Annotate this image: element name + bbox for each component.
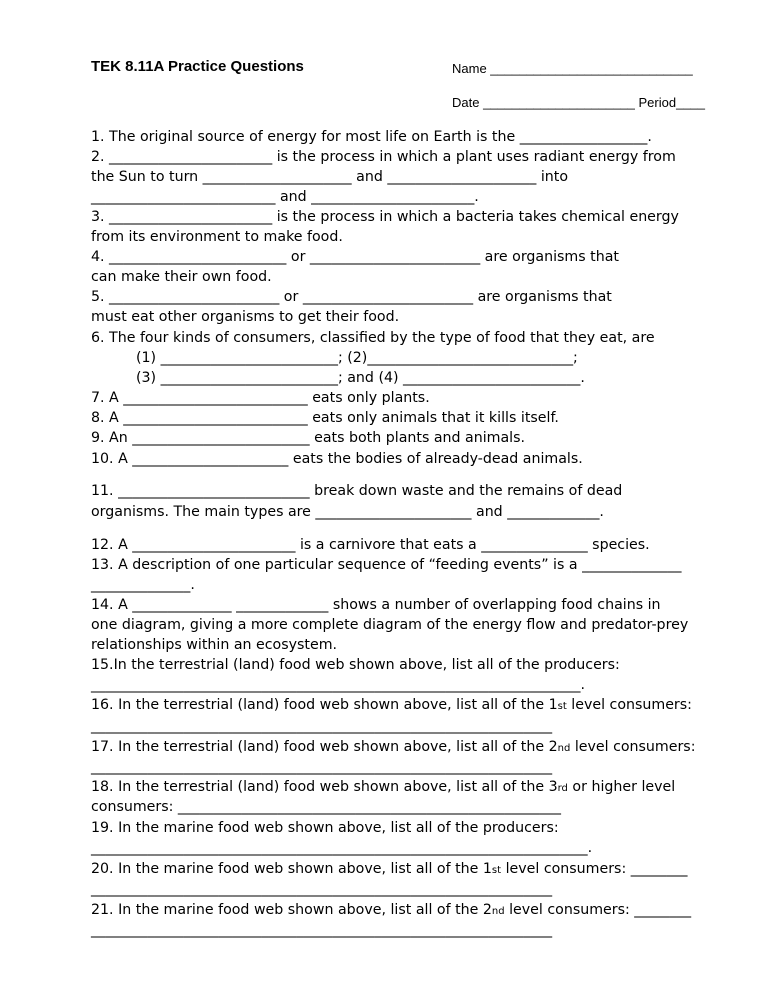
question-18-line-1: 18. In the terrestrial (land) food web shown above, list all of the 3rd or higher level: [91, 779, 676, 795]
question-15: 15.In the terrestrial (land) food web shown above, list all of the producers:: [91, 657, 620, 673]
question-13-line-2: ______________.: [91, 577, 195, 593]
question-8: 8. A __________________________ eats only animals that it kills itself.: [91, 410, 559, 426]
answer-line-16[interactable]: _________________________________________________________________: [91, 718, 553, 734]
worksheet-title: TEK 8.11A Practice Questions: [91, 58, 304, 75]
question-6-blanks-1-2: (1) _________________________; (2)_____________________________;: [136, 350, 578, 366]
question-17: 17. In the terrestrial (land) food web shown above, list all of the 2nd level consumers:: [91, 739, 696, 755]
name-field[interactable]: Name ____________________________: [452, 61, 693, 76]
question-20: 20. In the marine food web shown above, list all of the 1st level consumers: ________: [91, 861, 688, 877]
question-6: 6. The four kinds of consumers, classified by the type of food that they eat, are: [91, 330, 655, 346]
question-2-line-3: __________________________ and _______________________.: [91, 189, 479, 205]
question-6-blanks-3-4: (3) _________________________; and (4) _________________________.: [136, 370, 585, 386]
ordinal-suffix: rd: [557, 783, 568, 794]
question-14-line-1: 14. A ______________ _____________ shows a number of overlapping food chains in: [91, 597, 661, 613]
ordinal-suffix: st: [491, 865, 502, 876]
question-2-line-1: 2. _______________________ is the process in which a plant uses radiant energy from: [91, 149, 676, 165]
question-2-line-2: the Sun to turn _____________________ and _____________________ into: [91, 169, 569, 185]
question-14-line-2: one diagram, giving a more complete diagram of the energy flow and predator-prey: [91, 617, 689, 633]
answer-line-20[interactable]: _________________________________________________________________: [91, 881, 553, 897]
answer-line-15[interactable]: _____________________________________________________________________.: [91, 677, 585, 693]
answer-line-17[interactable]: _________________________________________________________________: [91, 759, 553, 775]
question-4-line-2: can make their own food.: [91, 269, 272, 285]
question-4-line-1: 4. _________________________ or ________________________ are organisms that: [91, 249, 619, 265]
question-18-line-2[interactable]: consumers: ______________________________________________________: [91, 799, 561, 815]
ordinal-suffix: st: [557, 701, 567, 712]
date-period-field[interactable]: Date _____________________ Period____: [452, 95, 706, 110]
ordinal-digit: 1: [548, 697, 558, 713]
question-12: 12. A _______________________ is a carnivore that eats a _______________ species.: [91, 537, 650, 553]
question-21: 21. In the marine food web shown above, list all of the 2nd level consumers: ________: [91, 902, 692, 918]
question-16: 16. In the terrestrial (land) food web shown above, list all of the 1st level consumers:: [91, 697, 692, 713]
question-11-line-2: organisms. The main types are ______________________ and _____________.: [91, 504, 604, 520]
question-3-line-2: from its environment to make food.: [91, 229, 343, 245]
question-19: 19. In the marine food web shown above, list all of the producers:: [91, 820, 559, 836]
ordinal-suffix: nd: [557, 743, 571, 754]
question-9: 9. An _________________________ eats both plants and animals.: [91, 430, 526, 446]
question-10: 10. A ______________________ eats the bodies of already-dead animals.: [91, 451, 583, 467]
question-5-line-1: 5. ________________________ or ________________________ are organisms that: [91, 289, 612, 305]
question-3-line-1: 3. _______________________ is the process in which a bacteria takes chemical energy: [91, 209, 679, 225]
question-7: 7. A __________________________ eats only plants.: [91, 390, 430, 406]
answer-line-21[interactable]: _________________________________________________________________: [91, 922, 553, 938]
question-14-line-3: relationships within an ecosystem.: [91, 637, 338, 653]
ordinal-suffix: nd: [491, 906, 505, 917]
question-13-line-1: 13. A description of one particular sequence of “feeding events” is a ______________: [91, 557, 682, 573]
question-1: 1. The original source of energy for most life on Earth is the __________________.: [91, 129, 652, 145]
question-5-line-2: must eat other organisms to get their food.: [91, 309, 400, 325]
answer-line-19[interactable]: ______________________________________________________________________.: [91, 840, 593, 856]
question-11-line-1: 11. ___________________________ break down waste and the remains of dead: [91, 483, 623, 499]
